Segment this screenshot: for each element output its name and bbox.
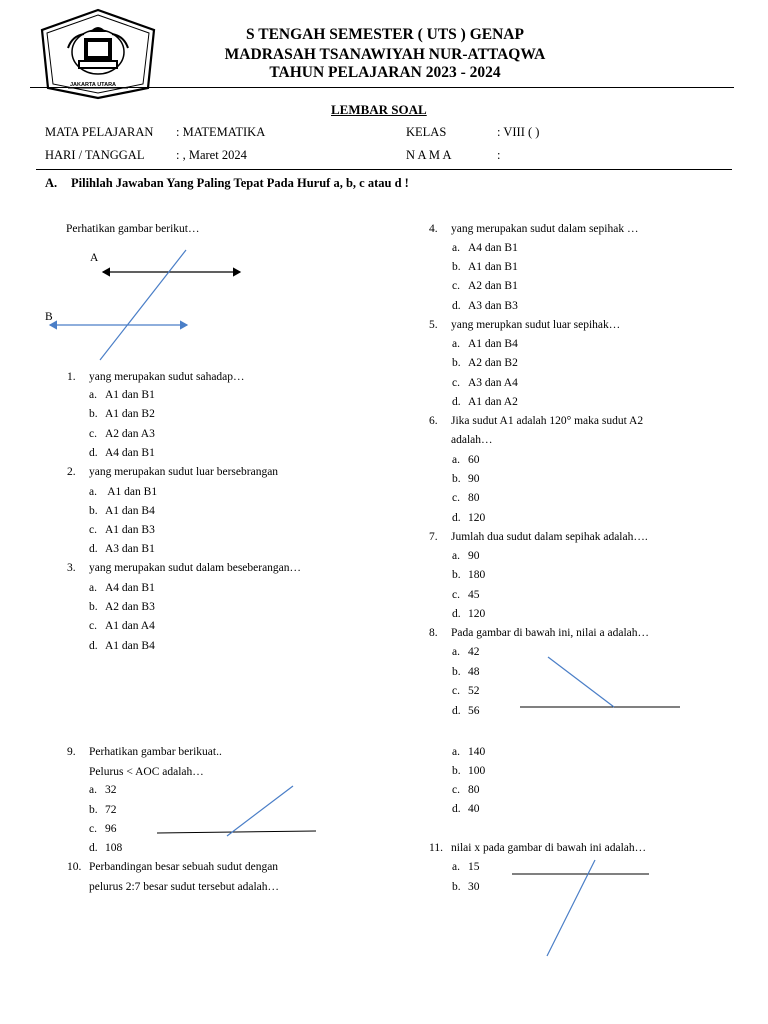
option: c. A2 dan A3	[89, 428, 155, 440]
question-9-cont: Pelurus < AOC adalah…	[89, 766, 204, 778]
figure1-intro: Perhatikan gambar berikut…	[66, 223, 200, 235]
question-6: 6. Jika sudut A1 adalah 120° maka sudut A2	[429, 415, 644, 427]
option: b. A1 dan B2	[89, 408, 155, 420]
option: a. A1 dan B4	[452, 338, 518, 350]
option: a. 42	[452, 646, 480, 658]
option: c. A3 dan A4	[452, 377, 518, 389]
option: b. 30	[452, 881, 480, 893]
sheet-title: LEMBAR SOAL	[331, 102, 427, 117]
option: d. 40	[452, 803, 480, 815]
option: d. A4 dan B1	[89, 447, 155, 459]
option: b. A2 dan B3	[89, 601, 155, 613]
option: c. 80	[452, 784, 480, 796]
option: a. 140	[452, 746, 486, 758]
option: d. 120	[452, 608, 486, 620]
option: c. 45	[452, 589, 480, 601]
question-11: 11. nilai x pada gambar di bawah ini adalah…	[429, 842, 647, 854]
subject-label: MATA PELAJARAN	[45, 125, 154, 139]
option: d. 108	[89, 842, 123, 854]
header-title-line2: MADRASAH TSANAWIYAH NUR-ATTAQWA	[224, 46, 546, 63]
option: a. 90	[452, 550, 480, 562]
option: b. A2 dan B2	[452, 357, 518, 369]
option: b. 90	[452, 473, 480, 485]
option: c. A1 dan B3	[89, 524, 155, 536]
option: a. A1 dan B1	[89, 389, 155, 401]
name-label: N A M A	[406, 148, 452, 162]
option: d. A3 dan B1	[89, 543, 155, 555]
option: a. A4 dan B1	[452, 242, 518, 254]
question-9: 9. Perhatikan gambar berikuat..	[67, 746, 222, 758]
figure1-label-a: A	[90, 252, 99, 264]
option: b. A1 dan B1	[452, 261, 518, 273]
question-6-cont: adalah…	[451, 434, 493, 446]
option: a. A1 dan B1	[89, 486, 158, 498]
option: d. 56	[452, 705, 480, 717]
section-instruction: Pilihlah Jawaban Yang Paling Tepat Pada Huruf a, b, c atau d !	[71, 176, 409, 190]
option: c. 52	[452, 685, 480, 697]
question-1: 1. yang merupakan sudut sahadap…	[67, 371, 245, 383]
name-value: :	[497, 148, 501, 162]
option: a. 15	[452, 861, 480, 873]
option: b. 180	[452, 569, 486, 581]
option: b. 72	[89, 804, 117, 816]
question-8: 8. Pada gambar di bawah ini, nilai a adalah…	[429, 627, 649, 639]
question-10: 10. Perbandingan besar sebuah sudut dengan	[67, 861, 279, 873]
header-title-line3: TAHUN PELAJARAN 2023 - 2024	[269, 64, 501, 81]
option: d. 120	[452, 512, 486, 524]
header-title-line1: S TENGAH SEMESTER ( UTS ) GENAP	[246, 26, 524, 43]
date-label: HARI / TANGGAL	[45, 148, 145, 162]
option: a. A4 dan B1	[89, 582, 155, 594]
question-4: 4. yang merupakan sudut dalam sepihak …	[429, 223, 639, 235]
question-3: 3. yang merupakan sudut dalam beseberangan…	[67, 562, 302, 574]
option: b. A1 dan B4	[89, 505, 155, 517]
option: c. 80	[452, 492, 480, 504]
question-10-cont: pelurus 2:7 besar sudut tersebut adalah…	[89, 881, 280, 893]
subject-value: : MATEMATIKA	[176, 125, 266, 139]
question-5: 5. yang merupkan sudut luar sepihak…	[429, 319, 621, 331]
class-label: KELAS	[406, 125, 447, 139]
question-2: 2. yang merupakan sudut luar bersebrangan	[67, 466, 279, 478]
option: d. A1 dan A2	[452, 396, 518, 408]
option: b. 48	[452, 666, 480, 678]
option: c. 96	[89, 823, 117, 835]
question-7: 7. Jumlah dua sudut dalam sepihak adalah….	[429, 531, 648, 543]
figure1-label-b: B	[45, 311, 53, 323]
option: b. 100	[452, 765, 486, 777]
option: d. A3 dan B3	[452, 300, 518, 312]
option: a. 60	[452, 454, 480, 466]
section-letter: A.	[45, 176, 58, 190]
class-value: : VIII ( )	[497, 125, 540, 139]
option: a. 32	[89, 784, 117, 796]
logo-caption: JAKARTA UTARA	[70, 82, 117, 88]
date-value: : , Maret 2024	[176, 148, 247, 162]
option: d. A1 dan B4	[89, 640, 155, 652]
option: c. A1 dan A4	[89, 620, 155, 632]
option: c. A2 dan B1	[452, 280, 518, 292]
